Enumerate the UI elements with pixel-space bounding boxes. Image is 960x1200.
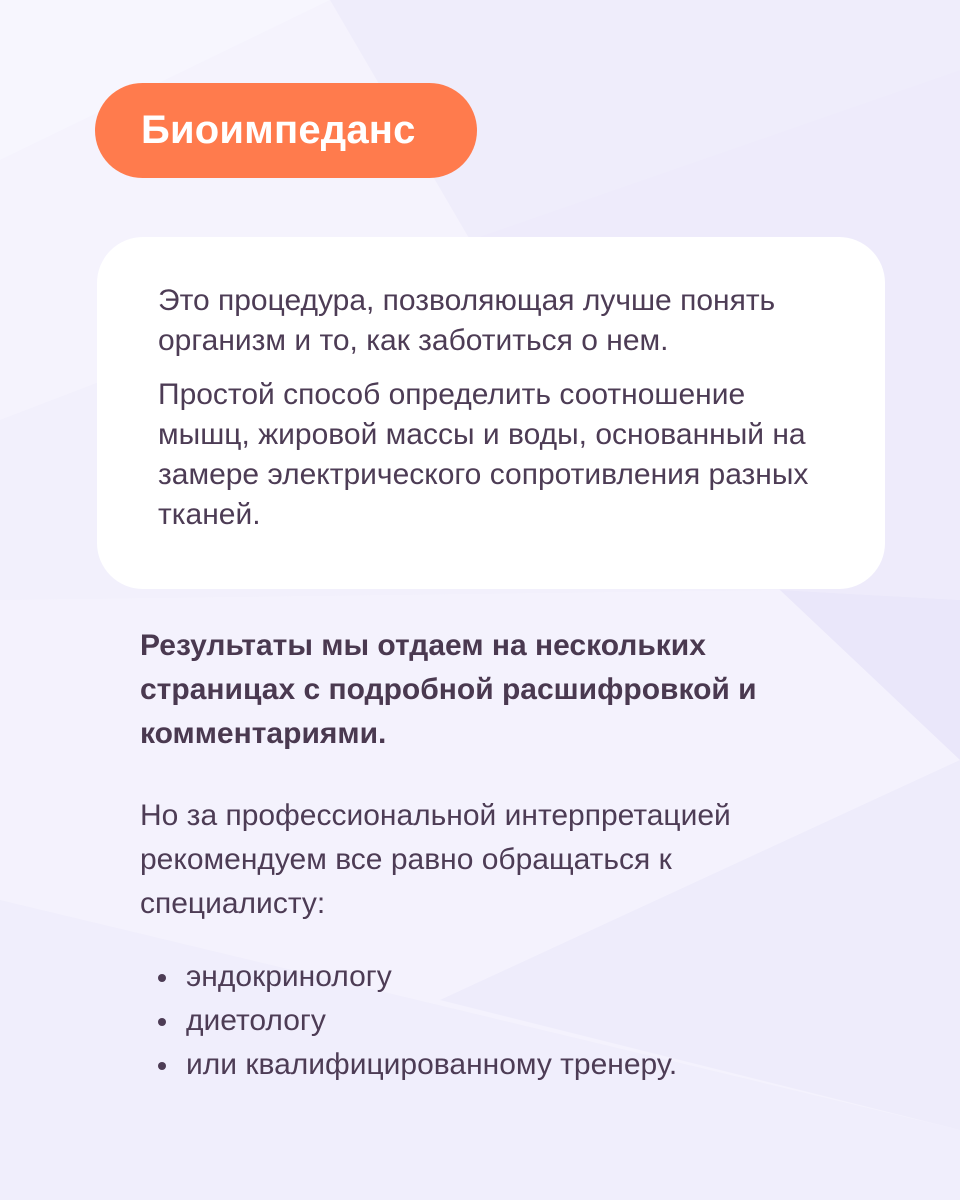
bullet-icon — [158, 974, 166, 982]
list-item-label: эндокринологу — [186, 960, 392, 993]
results-text: Результаты мы отдаем на нескольких страницах с подробной расшифровкой и комментариями. — [140, 629, 757, 750]
list-item — [140, 1043, 677, 1087]
description-paragraph: Это процедура, позволяющая лучше понять организм и то, как заботиться о нем. — [158, 284, 776, 357]
list-item-label: диетологу — [186, 1004, 326, 1037]
advice-text: Но за профессиональной интерпретацией рекомендуем все равно обращаться к специалисту: — [140, 799, 731, 920]
list-item-label: или квалифицированному тренеру. — [186, 1048, 678, 1081]
title-badge-label: Биоимпеданс — [141, 108, 416, 152]
bullet-icon — [158, 1018, 166, 1026]
title-badge — [95, 83, 477, 178]
list-item — [140, 955, 677, 999]
description-card — [97, 237, 885, 589]
specialist-list — [140, 955, 677, 1087]
bullet-icon — [158, 1062, 166, 1070]
list-item — [140, 999, 677, 1043]
description-paragraph: Простой способ определить соотношение мышц, жировой массы и воды, основанный на замере электрического сопротивления разных тканей. — [158, 378, 809, 531]
